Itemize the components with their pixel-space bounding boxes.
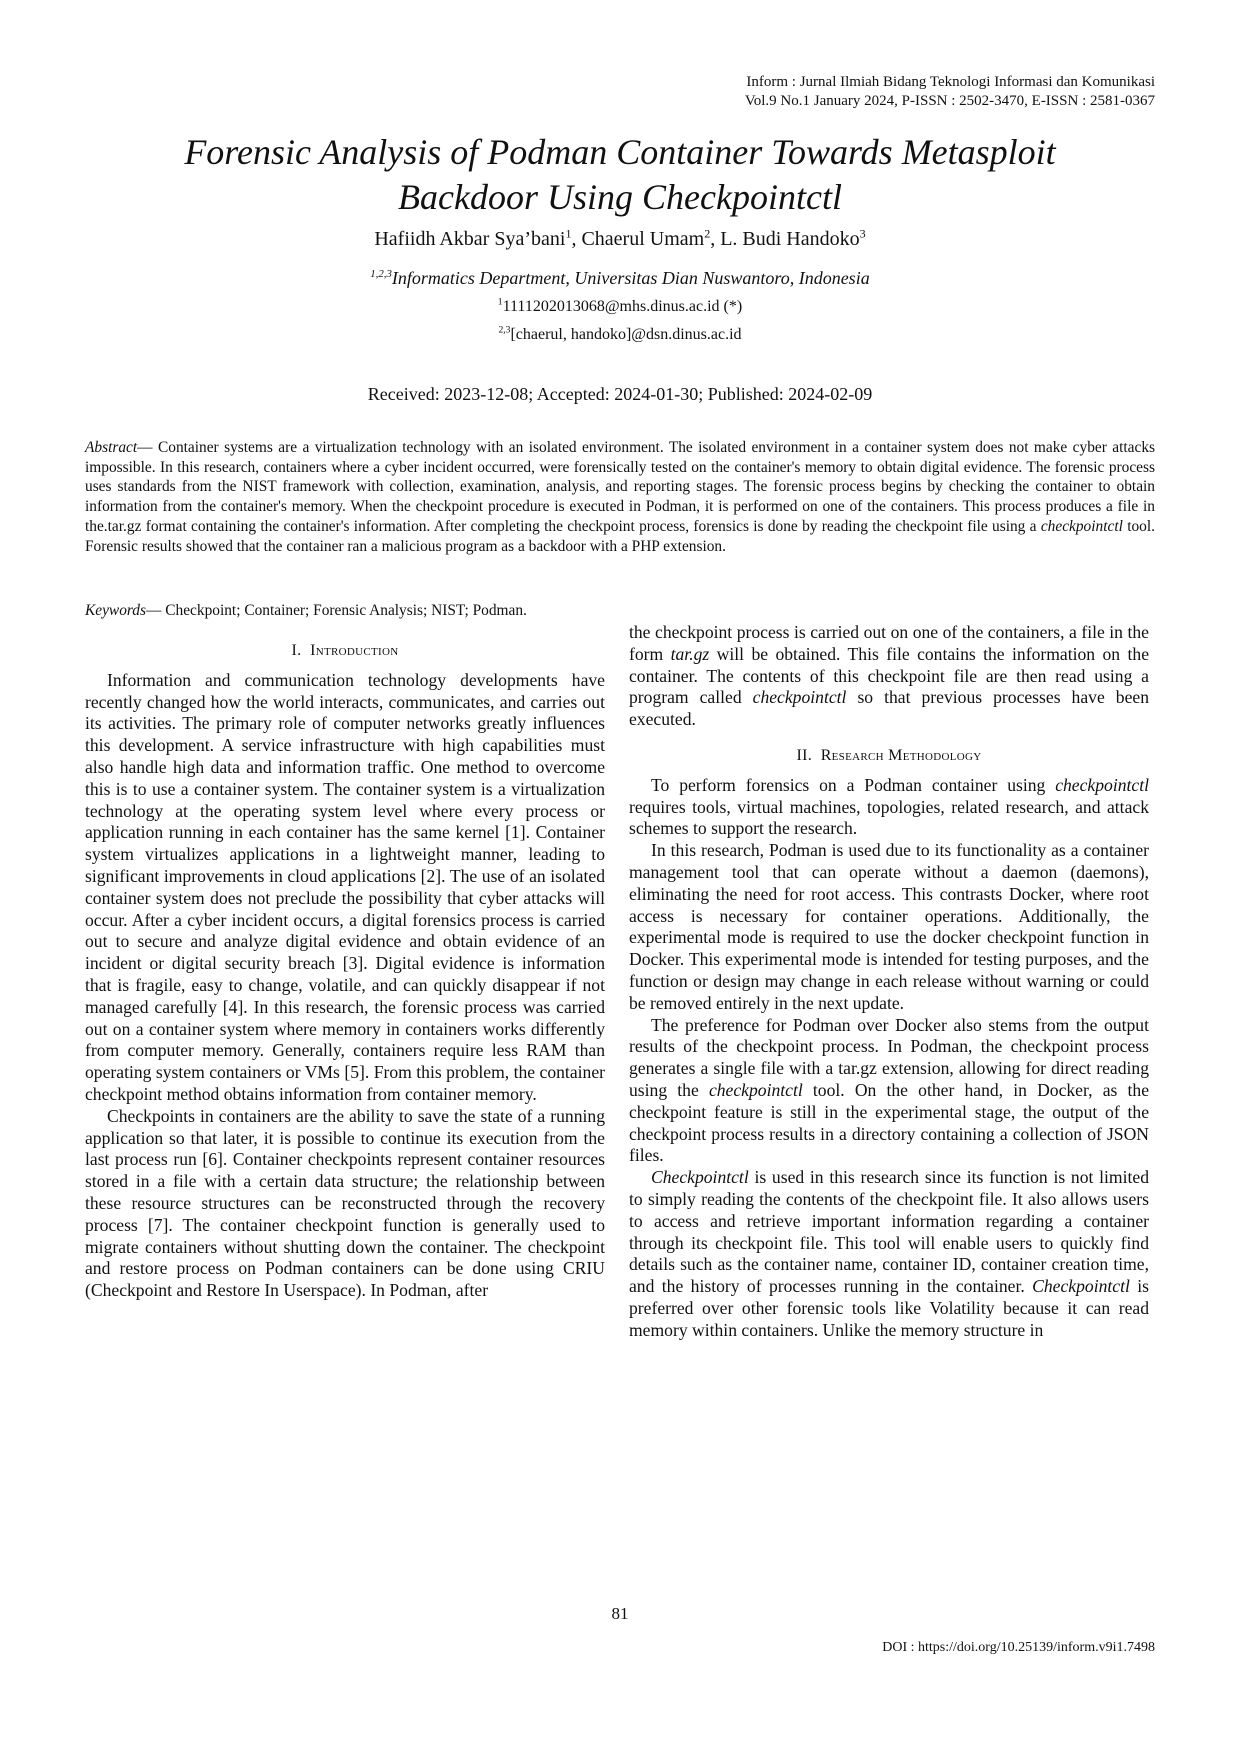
text-segment: so that previous processes have been executed. [629, 687, 1149, 730]
right-column [629, 622, 1149, 1342]
abstract-tool: checkpointctl [1040, 517, 1123, 535]
section-2-heading [629, 745, 1149, 767]
email-2-sup: 2,3 [498, 324, 511, 336]
affiliation-sup: 1,2,3 [370, 268, 392, 280]
checkpointctl-term: Checkpointctl [1032, 1276, 1130, 1297]
text-segment: To perform forensics on a Podman container using [651, 774, 1056, 795]
email-1-text: 1111202013068@mhs.dinus.ac.id (*) [502, 298, 743, 315]
keywords [85, 602, 1155, 620]
text-segment: The preference for Podman over Docker also stems from the output results of the checkpoint process. In Podman, the checkpoint process generates a single file with a tar.gz extension, allowing for direct reading using the [629, 1014, 1149, 1100]
page-number: 81 [611, 1604, 629, 1623]
keywords-dash: — [146, 602, 166, 619]
journal-header [745, 73, 1155, 111]
author-2: , Chaerul Umam [571, 228, 705, 250]
checkpointctl-term: checkpointctl [752, 687, 847, 708]
intro-paragraph-1: Information and communication technology developments have recently changed how the world interacts, communicates, and carries out its activities. The primary role of computer networks greatly influences this development. A service infrastructure with high capabilities must also handle high data and information traffic. One method to overcome this is to use a container system. The container system is a virtualization technology at the operating system level where every process or application running in each container has the same kernel [1]. Container system virtualizes applications in a lightweight manner, leading to significant improvements in cloud applications [2]. The use of an isolated container system does not preclude the possibility that cyber attacks will occur. After a cyber incident occurs, a digital forensics process is carried out to secure and analyze digital evidence and obtain evidence of an incident or digital security breach [3]. Digital evidence is information that is fragile, easy to change, volatile, and can quickly disappear if not managed carefully [4]. In this research, the forensic process was carried out on a container system where memory in containers works differently from computer memory. Generally, containers require less RAM than operating system containers or VMs [5]. From this problem, the container checkpoint method obtains information from container memory. [85, 669, 605, 1104]
intro-paragraph-continued [629, 622, 1149, 731]
left-column [85, 640, 605, 1302]
keywords-text: Checkpoint; Container; Forensic Analysis; NIST; Podman. [165, 602, 527, 619]
journal-issue: Vol.9 No.1 January 2024, P-ISSN : 2502-3470, E-ISSN : 2581-0367 [744, 93, 1155, 109]
journal-name: Inform : Jurnal Ilmiah Bidang Teknologi Informasi dan Komunikasi [746, 74, 1155, 90]
text-segment: will be obtained. This file contains the information on the container. The contents of this checkpoint file are then read using a program called [629, 643, 1149, 708]
tar-gz-term: tar.gz [670, 643, 710, 664]
abstract-text-2: tool. Forensic results showed that the container ran a malicious program as a backdoor with a PHP extension. [85, 517, 1155, 555]
method-paragraph-1 [629, 775, 1149, 840]
author-3-sup: 3 [859, 226, 866, 241]
checkpointctl-term: Checkpointctl [651, 1167, 749, 1188]
received-dates: Received: 2023-12-08; Accepted: 2024-01-30; Published: 2024-02-09 [367, 384, 873, 404]
checkpointctl-term: checkpointctl [708, 1079, 803, 1100]
title-line-1: Forensic Analysis of Podman Container Towards Metasploit [184, 132, 1056, 172]
spacer [629, 731, 1149, 745]
text-segment: the checkpoint process is carried out on one of the containers, a file in the form [629, 622, 1149, 664]
title-line-2: Backdoor Using Checkpointctl [398, 177, 842, 217]
section-2-number: II. [796, 746, 813, 764]
affiliation [0, 268, 1240, 289]
section-1-title: Introduction [310, 642, 399, 659]
email-1-sup: 1 [497, 296, 503, 308]
doi-footer: DOI : https://doi.org/10.25139/inform.v9i1.7498 [882, 1640, 1155, 1655]
author-list [0, 228, 1240, 251]
intro-paragraph-2: Checkpoints in containers are the ability to save the state of a running application so that later, it is possible to continue its execution from the last process run [6]. Container checkpoints represent container resources stored in a file with a certain data structure; the relationship between these resource structures can be reconstructed through the recovery process [7]. The container checkpoint function is generally used to migrate containers without shutting down the container. The checkpoint and restore process on Podman containers can be done using CRIU (Checkpoint and Restore In Userspace). In Podman, after [85, 1105, 605, 1301]
text-segment: requires tools, virtual machines, topologies, related research, and attack schemes to support the research. [629, 796, 1149, 839]
text-segment: is preferred over other forensic tools like Volatility because it can read memory within containers. Unlike the memory structure in [629, 1276, 1149, 1340]
text-segment: is used in this research since its function is not limited to simply reading the contents of the checkpoint file. It also allows users to access and retrieve important information regarding a container through its checkpoint file. This tool will enable users to quickly find details such as the container name, container ID, container creation time, and the history of processes running in the container. [629, 1167, 1149, 1297]
keywords-label: Keywords [85, 602, 146, 619]
method-paragraph-2: In this research, Podman is used due to its functionality as a container management tool that can operate without a daemon (daemons), eliminating the need for root access. This contrasts Docker, where root access is necessary for container operations. Additionally, the experimental mode is required to use the docker checkpoint function in Docker. This experimental mode is intended for testing purposes, and the function or design may change in each release without warning or could be removed entirely in the next update. [629, 840, 1149, 1013]
paper-title [0, 130, 1240, 220]
author-1-sup: 1 [565, 226, 572, 241]
method-paragraph-4 [629, 1167, 1149, 1341]
section-1-heading [85, 640, 605, 662]
method-paragraph-3 [629, 1015, 1149, 1168]
section-1-number: I. [291, 642, 302, 659]
author-2-sup: 2 [704, 226, 711, 241]
abstract-text-1: Container systems are a virtualization technology with an isolated environment. The isolated environment in a container system does not make cyber attacks impossible. In this research, containers where a cyber incident occurred, were forensically tested on the container's memory to obtain digital evidence. The forensic process uses standards from the NIST framework with collection, examination, analysis, and reporting stages. The forensic process begins by checking the container to obtain information from the container's memory. When the checkpoint procedure is executed in Podman, it is performed on one of the containers. This process produces a file in the.tar.gz format containing the container's information. After completing the checkpoint process, forensics is done by reading the checkpoint file using a [85, 439, 1156, 535]
abstract [85, 438, 1155, 556]
checkpointctl-term: checkpointctl [1055, 774, 1149, 795]
abstract-dash: — [137, 439, 158, 456]
author-1: Hafiidh Akbar Sya’bani [374, 228, 566, 250]
text-segment: tool. On the other hand, in Docker, as the checkpoint feature is still in the experimental stage, the output of the checkpoint process results in a directory containing a collection of JSON files. [629, 1079, 1150, 1166]
email-2-text: [chaerul, handoko]@dsn.dinus.ac.id [510, 326, 742, 343]
email-1 [0, 298, 1240, 316]
abstract-label: Abstract [85, 439, 138, 456]
email-2 [0, 326, 1240, 344]
section-2-title: Research Methodology [820, 746, 982, 764]
author-3: , L. Budi Handoko [710, 228, 860, 250]
affiliation-text: Informatics Department, Universitas Dian Nuswantoro, Indonesia [391, 268, 870, 288]
